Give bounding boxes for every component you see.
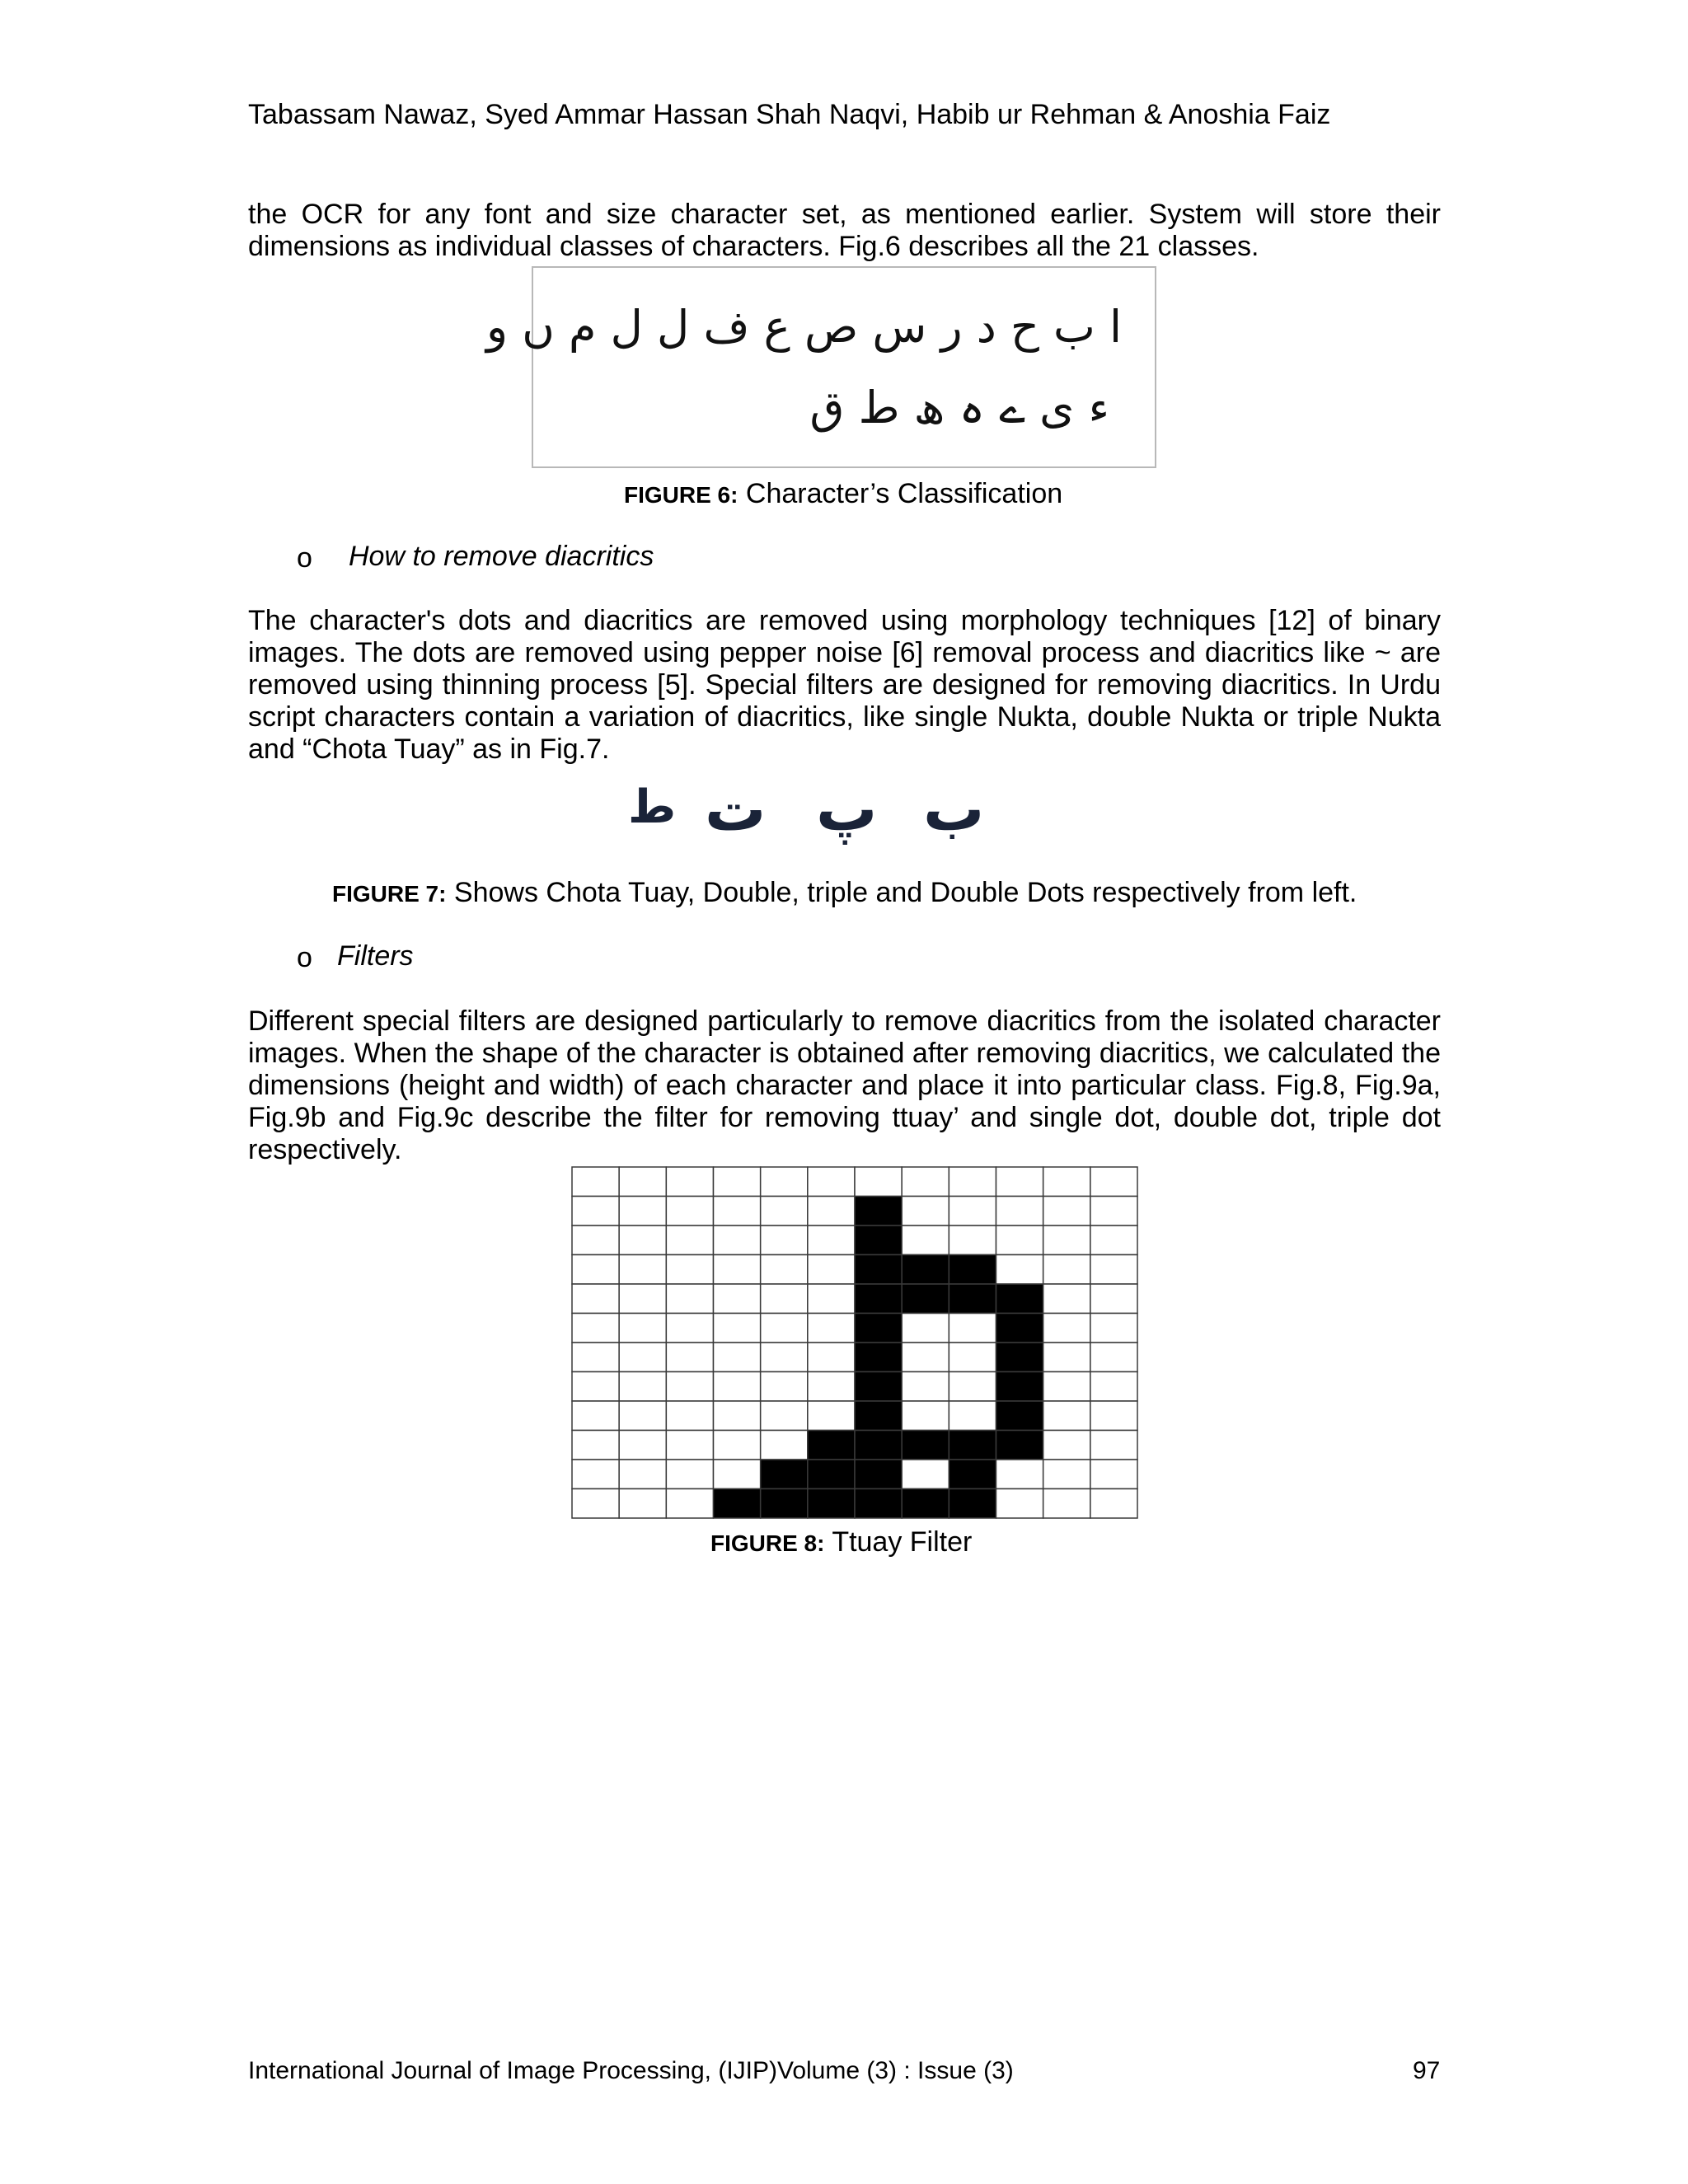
grid-cell-empty xyxy=(1043,1431,1090,1460)
grid-cell-empty xyxy=(808,1343,855,1372)
grid-cell-filled xyxy=(855,1284,902,1314)
grid-cell-empty xyxy=(902,1314,949,1343)
grid-cell-filled xyxy=(808,1460,855,1489)
grid-cell-empty xyxy=(1090,1401,1137,1431)
grid-cell-empty xyxy=(619,1431,666,1460)
grid-cell-filled xyxy=(855,1460,902,1489)
figure-7-glyph-triple: پ xyxy=(816,774,878,845)
grid-cell-empty xyxy=(1043,1167,1090,1197)
grid-cell-empty xyxy=(666,1489,713,1519)
figure-6-row-2: ء ی ے ہ ھ ط ق xyxy=(809,382,1109,434)
grid-cell-empty xyxy=(666,1284,713,1314)
grid-cell-empty xyxy=(714,1197,761,1226)
grid-cell-empty xyxy=(572,1255,619,1285)
grid-cell-empty xyxy=(572,1167,619,1197)
grid-cell-empty xyxy=(714,1284,761,1314)
grid-cell-empty xyxy=(1090,1460,1137,1489)
grid-cell-empty xyxy=(808,1314,855,1343)
grid-cell-empty xyxy=(619,1343,666,1372)
grid-cell-empty xyxy=(996,1489,1043,1519)
grid-cell-empty xyxy=(949,1314,996,1343)
grid-cell-empty xyxy=(808,1167,855,1197)
grid-cell-empty xyxy=(761,1255,808,1285)
grid-cell-empty xyxy=(572,1372,619,1402)
grid-cell-empty xyxy=(619,1372,666,1402)
grid-cell-empty xyxy=(714,1460,761,1489)
grid-cell-empty xyxy=(1043,1255,1090,1285)
grid-cell-empty xyxy=(619,1460,666,1489)
grid-cell-filled xyxy=(855,1489,902,1519)
grid-cell-empty xyxy=(902,1372,949,1402)
grid-cell-empty xyxy=(1043,1401,1090,1431)
grid-cell-empty xyxy=(808,1284,855,1314)
grid-cell-filled xyxy=(855,1431,902,1460)
grid-cell-empty xyxy=(714,1167,761,1197)
footer-page-number: 97 xyxy=(1413,2057,1441,2084)
grid-cell-empty xyxy=(1090,1431,1137,1460)
grid-cell-empty xyxy=(1043,1284,1090,1314)
grid-cell-empty xyxy=(619,1167,666,1197)
grid-cell-empty xyxy=(996,1460,1043,1489)
grid-cell-filled xyxy=(949,1431,996,1460)
grid-cell-filled xyxy=(949,1489,996,1519)
grid-cell-empty xyxy=(808,1226,855,1255)
bullet-marker: o xyxy=(297,942,312,973)
grid-cell-empty xyxy=(1090,1343,1137,1372)
grid-cell-empty xyxy=(761,1197,808,1226)
grid-cell-empty xyxy=(902,1167,949,1197)
grid-cell-empty xyxy=(761,1226,808,1255)
grid-cell-empty xyxy=(1043,1343,1090,1372)
grid-cell-empty xyxy=(714,1255,761,1285)
grid-cell-filled xyxy=(949,1255,996,1285)
grid-cell-empty xyxy=(761,1431,808,1460)
grid-cell-empty xyxy=(666,1314,713,1343)
figure-7-glyph-chota-tuay: ط xyxy=(628,780,677,834)
grid-cell-empty xyxy=(1043,1372,1090,1402)
grid-cell-empty xyxy=(619,1401,666,1431)
grid-cell-filled xyxy=(855,1343,902,1372)
figure-8-ttuay-filter-grid xyxy=(571,1166,1138,1519)
grid-cell-filled xyxy=(996,1401,1043,1431)
grid-cell-empty xyxy=(761,1167,808,1197)
figure-6-caption-label: FIGURE 6: xyxy=(624,482,738,508)
grid-cell-empty xyxy=(996,1167,1043,1197)
grid-cell-empty xyxy=(714,1431,761,1460)
grid-cell-empty xyxy=(1090,1372,1137,1402)
grid-cell-empty xyxy=(1090,1314,1137,1343)
grid-cell-filled xyxy=(855,1314,902,1343)
grid-cell-filled xyxy=(855,1226,902,1255)
grid-cell-filled xyxy=(902,1489,949,1519)
grid-cell-filled xyxy=(855,1372,902,1402)
grid-cell-empty xyxy=(1090,1167,1137,1197)
grid-cell-empty xyxy=(902,1401,949,1431)
grid-cell-empty xyxy=(572,1197,619,1226)
grid-cell-empty xyxy=(1090,1226,1137,1255)
bullet-marker: o xyxy=(297,542,312,574)
grid-cell-filled xyxy=(949,1460,996,1489)
grid-cell-empty xyxy=(808,1255,855,1285)
subsection-title-filters: Filters xyxy=(337,940,414,972)
grid-cell-empty xyxy=(572,1489,619,1519)
grid-cell-empty xyxy=(619,1226,666,1255)
grid-cell-empty xyxy=(949,1401,996,1431)
grid-cell-empty xyxy=(949,1197,996,1226)
grid-cell-empty xyxy=(949,1372,996,1402)
grid-cell-empty xyxy=(761,1401,808,1431)
grid-cell-empty xyxy=(808,1372,855,1402)
grid-cell-empty xyxy=(572,1343,619,1372)
grid-cell-empty xyxy=(714,1343,761,1372)
grid-cell-empty xyxy=(666,1255,713,1285)
grid-cell-empty xyxy=(619,1314,666,1343)
grid-cell-empty xyxy=(1090,1197,1137,1226)
grid-cell-filled xyxy=(996,1314,1043,1343)
grid-cell-empty xyxy=(572,1431,619,1460)
grid-cell-empty xyxy=(714,1372,761,1402)
grid-cell-empty xyxy=(1090,1489,1137,1519)
grid-cell-empty xyxy=(714,1314,761,1343)
grid-cell-filled xyxy=(902,1284,949,1314)
grid-cell-empty xyxy=(996,1255,1043,1285)
grid-cell-empty xyxy=(808,1401,855,1431)
grid-cell-filled xyxy=(996,1343,1043,1372)
grid-cell-empty xyxy=(808,1197,855,1226)
grid-cell-empty xyxy=(714,1226,761,1255)
figure-7-caption-label: FIGURE 7: xyxy=(332,881,447,907)
running-header: Tabassam Nawaz, Syed Ammar Hassan Shah Naqvi, Habib ur Rehman & Anoshia Faiz xyxy=(248,99,1331,130)
grid-cell-filled xyxy=(855,1401,902,1431)
grid-cell-filled xyxy=(949,1284,996,1314)
grid-cell-empty xyxy=(619,1284,666,1314)
grid-cell-empty xyxy=(619,1197,666,1226)
grid-cell-filled xyxy=(855,1197,902,1226)
grid-cell-filled xyxy=(855,1255,902,1285)
grid-cell-empty xyxy=(666,1197,713,1226)
grid-cell-filled xyxy=(902,1431,949,1460)
grid-cell-empty xyxy=(855,1167,902,1197)
figure-7-glyph-double: ت xyxy=(705,774,767,845)
grid-cell-empty xyxy=(1090,1255,1137,1285)
grid-cell-filled xyxy=(761,1460,808,1489)
grid-cell-empty xyxy=(949,1343,996,1372)
grid-cell-filled xyxy=(996,1372,1043,1402)
grid-cell-empty xyxy=(761,1284,808,1314)
grid-cell-empty xyxy=(902,1197,949,1226)
grid-cell-empty xyxy=(619,1489,666,1519)
figure-7-caption-text: Shows Chota Tuay, Double, triple and Double Dots respectively from left. xyxy=(453,877,1357,908)
grid-cell-filled xyxy=(996,1284,1043,1314)
grid-cell-empty xyxy=(572,1226,619,1255)
grid-cell-filled xyxy=(902,1255,949,1285)
grid-cell-empty xyxy=(666,1460,713,1489)
grid-cell-empty xyxy=(1043,1314,1090,1343)
grid-cell-empty xyxy=(666,1401,713,1431)
grid-cell-empty xyxy=(949,1226,996,1255)
grid-cell-empty xyxy=(666,1226,713,1255)
grid-cell-empty xyxy=(666,1431,713,1460)
grid-cell-empty xyxy=(572,1460,619,1489)
grid-cell-empty xyxy=(666,1167,713,1197)
figure-6-caption xyxy=(624,478,1062,510)
grid-cell-filled xyxy=(714,1489,761,1519)
grid-cell-empty xyxy=(1043,1489,1090,1519)
grid-cell-empty xyxy=(572,1284,619,1314)
grid-cell-empty xyxy=(996,1226,1043,1255)
figure-6-row-1: ا ب ح د ر س ص ع ف ل ل م ں و xyxy=(485,301,1122,353)
filters-paragraph: Different special filters are designed particularly to remove diacritics from the isolated character images. When the shape of the character is obtained after removing diacritics, we calculated the dimensions (height and width) of each character and place it into particular class. Fig.8, Fig.9a, Fig.9b and Fig.9c describe the filter for removing ttuay’ and single dot, double dot, triple dot respectively. xyxy=(248,1005,1441,1165)
figure-6-image xyxy=(485,266,1156,468)
grid-cell-empty xyxy=(902,1343,949,1372)
grid-cell-filled xyxy=(761,1489,808,1519)
grid-cell-empty xyxy=(1043,1226,1090,1255)
grid-cell-filled xyxy=(808,1431,855,1460)
grid-cell-empty xyxy=(619,1255,666,1285)
figure-7-image xyxy=(610,774,1071,869)
grid-cell-empty xyxy=(949,1167,996,1197)
grid-cell-empty xyxy=(1090,1284,1137,1314)
grid-cell-empty xyxy=(1043,1197,1090,1226)
remove-diacritics-paragraph: The character's dots and diacritics are removed using morphology techniques [12] of binary images. The dots are removed using pepper noise [6] removal process and diacritics like ~ are removed using thinning process [5]. Special filters are designed for removing diacritics. In Urdu script characters contain a variation of diacritics, like single Nukta, double Nukta or triple Nukta and “Chota Tuay” as in Fig.7. xyxy=(248,605,1441,765)
figure-8-caption xyxy=(710,1526,972,1558)
footer-journal: International Journal of Image Processing, (IJIP)Volume (3) : Issue (3) xyxy=(248,2057,1014,2084)
grid-cell-empty xyxy=(902,1226,949,1255)
grid-cell-empty xyxy=(666,1372,713,1402)
grid-cell-empty xyxy=(761,1372,808,1402)
grid-cell-empty xyxy=(1043,1460,1090,1489)
figure-6-caption-text: Character’s Classification xyxy=(745,478,1063,509)
grid-cell-filled xyxy=(996,1431,1043,1460)
grid-cell-empty xyxy=(572,1314,619,1343)
grid-cell-empty xyxy=(761,1343,808,1372)
subsection-title-remove-diacritics: How to remove diacritics xyxy=(349,541,654,572)
grid-cell-filled xyxy=(808,1489,855,1519)
figure-8-caption-text: Ttuay Filter xyxy=(832,1526,973,1558)
grid-cell-empty xyxy=(666,1343,713,1372)
intro-paragraph: the OCR for any font and size character set, as mentioned earlier. System will store their dimensions as individual classes of characters. Fig.6 describes all the 21 classes. xyxy=(248,199,1441,262)
grid-cell-empty xyxy=(714,1401,761,1431)
grid-cell-empty xyxy=(902,1460,949,1489)
grid-cell-empty xyxy=(761,1314,808,1343)
grid-cell-empty xyxy=(996,1197,1043,1226)
figure-7-glyph-double-dots: ب xyxy=(923,774,985,845)
grid-cell-empty xyxy=(572,1401,619,1431)
figure-7-caption xyxy=(332,877,1357,909)
figure-8-caption-label: FIGURE 8: xyxy=(710,1530,825,1556)
